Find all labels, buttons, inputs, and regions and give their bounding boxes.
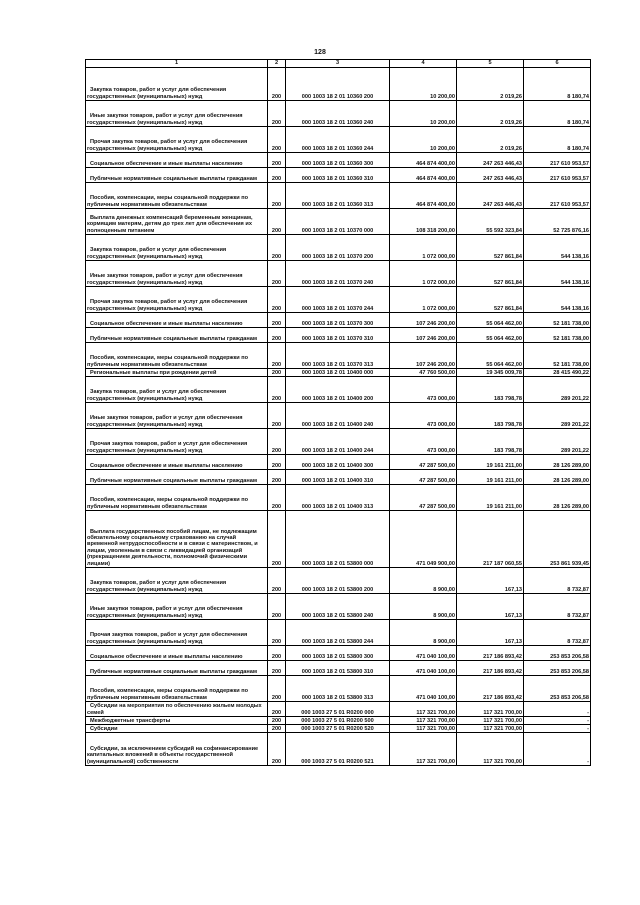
row-unexecuted-cell: -: [524, 702, 591, 717]
row-line-code-cell: 200: [268, 313, 286, 328]
row-line-code-cell: 200: [268, 702, 286, 717]
row-name-cell: Публичные нормативные социальные выплаты гражданам: [86, 168, 268, 183]
row-unexecuted-cell: 8 732,87: [524, 594, 591, 620]
table-row: [86, 183, 591, 209]
row-budget-code-cell: 000 1003 18 2 01 10400 244: [286, 429, 390, 455]
row-executed-cell: 117 321 700,00: [457, 702, 524, 717]
row-executed-cell: 55 064 462,00: [457, 328, 524, 343]
table-row: [86, 485, 591, 511]
row-executed-cell: 117 321 700,00: [457, 717, 524, 725]
row-name-cell: Выплата государственных пособий лицам, не подлежащим обязательному социальному страхованию на случай временной нетрудоспособности и в связи с материнством, и лицам, уволенным в связи с ликвидацией организаций (прекращением деятельности, полномочий физическими лицами): [86, 511, 268, 568]
row-name-cell: Пособия, компенсации, меры социальной поддержки по публичным нормативным обязательствам: [86, 183, 268, 209]
row-name-cell: Субсидии: [86, 725, 268, 733]
row-approved-cell: 47 287 500,00: [390, 455, 457, 470]
row-name-cell: Пособия, компенсации, меры социальной поддержки по публичным нормативным обязательствам: [86, 343, 268, 369]
row-line-code-cell: 200: [268, 594, 286, 620]
row-executed-cell: 247 263 446,43: [457, 183, 524, 209]
row-line-code-cell: 200: [268, 68, 286, 101]
row-line-code-cell: 200: [268, 661, 286, 676]
row-executed-cell: 167,13: [457, 568, 524, 594]
row-executed-cell: 527 861,84: [457, 287, 524, 313]
row-budget-code-cell: 000 1003 27 5 01 R0200 520: [286, 725, 390, 733]
row-executed-cell: 183 798,78: [457, 377, 524, 403]
row-line-code-cell: 200: [268, 377, 286, 403]
row-line-code-cell: 200: [268, 287, 286, 313]
row-executed-cell: 183 798,78: [457, 403, 524, 429]
row-name-cell: Иные закупки товаров, работ и услуг для обеспечения государственных (муниципальных) нужд: [86, 403, 268, 429]
row-name-cell: Межбюджетные трансферты: [86, 717, 268, 725]
table-row: [86, 594, 591, 620]
table-row: [86, 470, 591, 485]
row-executed-cell: 2 019,26: [457, 101, 524, 127]
row-approved-cell: 8 900,00: [390, 620, 457, 646]
row-approved-cell: 47 287 500,00: [390, 485, 457, 511]
table-row: [86, 511, 591, 568]
table-row: [86, 429, 591, 455]
row-budget-code-cell: 000 1003 18 2 01 10370 240: [286, 261, 390, 287]
row-budget-code-cell: 000 1003 18 2 01 53800 200: [286, 568, 390, 594]
row-name-cell: Публичные нормативные социальные выплаты гражданам: [86, 470, 268, 485]
row-approved-cell: 473 000,00: [390, 403, 457, 429]
row-unexecuted-cell: 8 732,87: [524, 620, 591, 646]
row-budget-code-cell: 000 1003 18 2 01 10400 200: [286, 377, 390, 403]
row-executed-cell: 2 019,26: [457, 127, 524, 153]
table-row: [86, 661, 591, 676]
row-unexecuted-cell: 8 180,74: [524, 127, 591, 153]
column-header: 6: [524, 60, 591, 68]
row-budget-code-cell: 000 1003 18 2 01 10400 300: [286, 455, 390, 470]
row-unexecuted-cell: 52 181 738,00: [524, 328, 591, 343]
table-row: [86, 209, 591, 235]
page-number: 128: [314, 49, 326, 56]
row-unexecuted-cell: 28 415 490,22: [524, 369, 591, 377]
row-budget-code-cell: 000 1003 18 2 01 10400 240: [286, 403, 390, 429]
row-budget-code-cell: 000 1003 18 2 01 10360 244: [286, 127, 390, 153]
row-name-cell: Закупка товаров, работ и услуг для обеспечения государственных (муниципальных) нужд: [86, 568, 268, 594]
row-unexecuted-cell: 217 610 953,57: [524, 168, 591, 183]
row-line-code-cell: 200: [268, 470, 286, 485]
row-name-cell: Прочая закупка товаров, работ и услуг для обеспечения государственных (муниципальных) нужд: [86, 429, 268, 455]
row-approved-cell: 117 321 700,00: [390, 702, 457, 717]
row-budget-code-cell: 000 1003 18 2 01 53800 240: [286, 594, 390, 620]
row-budget-code-cell: 000 1003 18 2 01 10400 310: [286, 470, 390, 485]
table-row: [86, 377, 591, 403]
row-unexecuted-cell: 253 861 939,45: [524, 511, 591, 568]
row-line-code-cell: 200: [268, 717, 286, 725]
table-row: [86, 168, 591, 183]
row-budget-code-cell: 000 1003 18 2 01 10370 313: [286, 343, 390, 369]
table-row: [86, 328, 591, 343]
row-line-code-cell: 200: [268, 733, 286, 766]
row-executed-cell: 55 592 323,84: [457, 209, 524, 235]
row-unexecuted-cell: 8 180,74: [524, 68, 591, 101]
row-line-code-cell: 200: [268, 646, 286, 661]
budget-table: [85, 59, 591, 766]
row-budget-code-cell: 000 1003 18 2 01 10360 200: [286, 68, 390, 101]
row-line-code-cell: 200: [268, 485, 286, 511]
row-executed-cell: 19 161 211,00: [457, 470, 524, 485]
row-approved-cell: 1 072 000,00: [390, 261, 457, 287]
row-executed-cell: 2 019,26: [457, 68, 524, 101]
row-executed-cell: 55 064 462,00: [457, 313, 524, 328]
row-name-cell: Прочая закупка товаров, работ и услуг для обеспечения государственных (муниципальных) нужд: [86, 620, 268, 646]
header-row: [86, 60, 591, 68]
row-unexecuted-cell: 28 126 289,00: [524, 455, 591, 470]
row-unexecuted-cell: 28 126 289,00: [524, 485, 591, 511]
row-name-cell: Иные закупки товаров, работ и услуг для обеспечения государственных (муниципальных) нужд: [86, 101, 268, 127]
table-row: [86, 369, 591, 377]
row-unexecuted-cell: 52 181 738,00: [524, 343, 591, 369]
row-executed-cell: 117 321 700,00: [457, 733, 524, 766]
row-line-code-cell: 200: [268, 725, 286, 733]
row-approved-cell: 464 874 400,00: [390, 183, 457, 209]
row-executed-cell: 247 263 446,43: [457, 153, 524, 168]
row-approved-cell: 47 760 500,00: [390, 369, 457, 377]
row-approved-cell: 108 318 200,00: [390, 209, 457, 235]
table-row: [86, 261, 591, 287]
row-approved-cell: 107 246 200,00: [390, 313, 457, 328]
row-executed-cell: 19 161 211,00: [457, 485, 524, 511]
row-name-cell: Иные закупки товаров, работ и услуг для обеспечения государственных (муниципальных) нужд: [86, 594, 268, 620]
row-name-cell: Пособия, компенсации, меры социальной поддержки по публичным нормативным обязательствам: [86, 676, 268, 702]
row-name-cell: Выплата денежных компенсаций беременным женщинам, кормящим матерям, детям до трех лет для обеспечения их полноценным питанием: [86, 209, 268, 235]
row-budget-code-cell: 000 1003 18 2 01 10370 244: [286, 287, 390, 313]
row-unexecuted-cell: 289 201,22: [524, 429, 591, 455]
row-line-code-cell: 200: [268, 676, 286, 702]
row-approved-cell: 10 200,00: [390, 68, 457, 101]
row-unexecuted-cell: 253 853 206,58: [524, 646, 591, 661]
table-row: [86, 717, 591, 725]
table-row: [86, 646, 591, 661]
row-name-cell: Региональные выплаты при рождении детей: [86, 369, 268, 377]
row-unexecuted-cell: 8 180,74: [524, 101, 591, 127]
row-approved-cell: 471 049 900,00: [390, 511, 457, 568]
row-name-cell: Закупка товаров, работ и услуг для обеспечения государственных (муниципальных) нужд: [86, 377, 268, 403]
row-approved-cell: 107 246 200,00: [390, 328, 457, 343]
row-approved-cell: 107 246 200,00: [390, 343, 457, 369]
row-approved-cell: 8 900,00: [390, 594, 457, 620]
row-name-cell: Публичные нормативные социальные выплаты гражданам: [86, 328, 268, 343]
row-unexecuted-cell: 544 138,16: [524, 261, 591, 287]
row-line-code-cell: 200: [268, 455, 286, 470]
row-line-code-cell: 200: [268, 620, 286, 646]
row-line-code-cell: 200: [268, 209, 286, 235]
row-approved-cell: 10 200,00: [390, 127, 457, 153]
row-line-code-cell: 200: [268, 101, 286, 127]
row-approved-cell: 8 900,00: [390, 568, 457, 594]
row-approved-cell: 1 072 000,00: [390, 287, 457, 313]
row-budget-code-cell: 000 1003 18 2 01 10370 300: [286, 313, 390, 328]
table-row: [86, 733, 591, 766]
row-approved-cell: 117 321 700,00: [390, 733, 457, 766]
row-executed-cell: 217 186 893,42: [457, 646, 524, 661]
table-row: [86, 568, 591, 594]
row-unexecuted-cell: 544 138,16: [524, 235, 591, 261]
table-row: [86, 313, 591, 328]
row-unexecuted-cell: 8 732,87: [524, 568, 591, 594]
row-line-code-cell: 200: [268, 235, 286, 261]
table-row: [86, 153, 591, 168]
column-header: 1: [86, 60, 268, 68]
column-header: 2: [268, 60, 286, 68]
row-name-cell: Закупка товаров, работ и услуг для обеспечения государственных (муниципальных) нужд: [86, 235, 268, 261]
row-executed-cell: 247 263 446,43: [457, 168, 524, 183]
row-approved-cell: 471 040 100,00: [390, 676, 457, 702]
row-budget-code-cell: 000 1003 18 2 01 10360 300: [286, 153, 390, 168]
row-approved-cell: 117 321 700,00: [390, 717, 457, 725]
row-executed-cell: 527 861,84: [457, 261, 524, 287]
row-line-code-cell: 200: [268, 343, 286, 369]
row-name-cell: Социальное обеспечение и иные выплаты населению: [86, 455, 268, 470]
row-executed-cell: 217 187 060,55: [457, 511, 524, 568]
row-line-code-cell: 200: [268, 403, 286, 429]
row-budget-code-cell: 000 1003 18 2 01 10360 313: [286, 183, 390, 209]
row-budget-code-cell: 000 1003 18 2 01 10370 000: [286, 209, 390, 235]
row-line-code-cell: 200: [268, 568, 286, 594]
row-budget-code-cell: 000 1003 27 5 01 R0200 521: [286, 733, 390, 766]
row-approved-cell: 471 040 100,00: [390, 646, 457, 661]
row-name-cell: Субсидии, за исключением субсидий на софинансирование капитальных вложений в объекты государственной (муниципальной) собственности: [86, 733, 268, 766]
table-row: [86, 702, 591, 717]
row-approved-cell: 464 874 400,00: [390, 153, 457, 168]
row-name-cell: Публичные нормативные социальные выплаты гражданам: [86, 661, 268, 676]
row-line-code-cell: 200: [268, 511, 286, 568]
row-name-cell: Пособия, компенсации, меры социальной поддержки по публичным нормативным обязательствам: [86, 485, 268, 511]
row-unexecuted-cell: 28 126 289,00: [524, 470, 591, 485]
row-executed-cell: 167,13: [457, 594, 524, 620]
row-line-code-cell: 200: [268, 429, 286, 455]
column-header: 5: [457, 60, 524, 68]
table-row: [86, 343, 591, 369]
row-approved-cell: 464 874 400,00: [390, 168, 457, 183]
row-executed-cell: 19 345 009,78: [457, 369, 524, 377]
row-approved-cell: 1 072 000,00: [390, 235, 457, 261]
table-row: [86, 403, 591, 429]
row-unexecuted-cell: -: [524, 725, 591, 733]
row-budget-code-cell: 000 1003 18 2 01 10360 240: [286, 101, 390, 127]
table-row: [86, 101, 591, 127]
row-name-cell: Прочая закупка товаров, работ и услуг для обеспечения государственных (муниципальных) нужд: [86, 287, 268, 313]
row-budget-code-cell: 000 1003 18 2 01 10400 000: [286, 369, 390, 377]
row-unexecuted-cell: 217 610 953,57: [524, 183, 591, 209]
row-unexecuted-cell: 289 201,22: [524, 377, 591, 403]
row-name-cell: Социальное обеспечение и иные выплаты населению: [86, 646, 268, 661]
row-budget-code-cell: 000 1003 27 5 01 R0200 000: [286, 702, 390, 717]
row-executed-cell: 55 064 462,00: [457, 343, 524, 369]
row-unexecuted-cell: 217 610 953,57: [524, 153, 591, 168]
row-budget-code-cell: 000 1003 18 2 01 10400 313: [286, 485, 390, 511]
row-line-code-cell: 200: [268, 328, 286, 343]
row-name-cell: Социальное обеспечение и иные выплаты населению: [86, 153, 268, 168]
row-executed-cell: 217 186 893,42: [457, 661, 524, 676]
row-approved-cell: 471 040 100,00: [390, 661, 457, 676]
row-unexecuted-cell: 253 853 206,58: [524, 661, 591, 676]
table-row: [86, 455, 591, 470]
row-line-code-cell: 200: [268, 369, 286, 377]
row-name-cell: Субсидии на мероприятия по обеспечению жильем молодых семей: [86, 702, 268, 717]
row-budget-code-cell: 000 1003 18 2 01 53800 310: [286, 661, 390, 676]
row-unexecuted-cell: 253 853 206,58: [524, 676, 591, 702]
table-row: [86, 235, 591, 261]
row-executed-cell: 527 861,84: [457, 235, 524, 261]
row-executed-cell: 183 798,78: [457, 429, 524, 455]
row-unexecuted-cell: -: [524, 717, 591, 725]
row-name-cell: Социальное обеспечение и иные выплаты населению: [86, 313, 268, 328]
row-line-code-cell: 200: [268, 261, 286, 287]
row-executed-cell: 167,13: [457, 620, 524, 646]
table-row: [86, 127, 591, 153]
table-row: [86, 287, 591, 313]
row-approved-cell: 47 287 500,00: [390, 470, 457, 485]
row-executed-cell: 19 161 211,00: [457, 455, 524, 470]
table-row: [86, 725, 591, 733]
row-line-code-cell: 200: [268, 153, 286, 168]
row-budget-code-cell: 000 1003 18 2 01 53800 313: [286, 676, 390, 702]
row-name-cell: Прочая закупка товаров, работ и услуг для обеспечения государственных (муниципальных) нужд: [86, 127, 268, 153]
row-unexecuted-cell: 544 138,16: [524, 287, 591, 313]
row-approved-cell: 473 000,00: [390, 429, 457, 455]
row-budget-code-cell: 000 1003 18 2 01 53800 300: [286, 646, 390, 661]
row-approved-cell: 473 000,00: [390, 377, 457, 403]
row-executed-cell: 217 186 893,42: [457, 676, 524, 702]
row-executed-cell: 117 321 700,00: [457, 725, 524, 733]
table-row: [86, 620, 591, 646]
row-budget-code-cell: 000 1003 18 2 01 53800 000: [286, 511, 390, 568]
row-approved-cell: 117 321 700,00: [390, 725, 457, 733]
row-unexecuted-cell: -: [524, 733, 591, 766]
row-line-code-cell: 200: [268, 183, 286, 209]
row-budget-code-cell: 000 1003 18 2 01 53800 244: [286, 620, 390, 646]
row-budget-code-cell: 000 1003 18 2 01 10360 310: [286, 168, 390, 183]
row-line-code-cell: 200: [268, 127, 286, 153]
row-budget-code-cell: 000 1003 18 2 01 10370 200: [286, 235, 390, 261]
row-unexecuted-cell: 289 201,22: [524, 403, 591, 429]
row-name-cell: Иные закупки товаров, работ и услуг для обеспечения государственных (муниципальных) нужд: [86, 261, 268, 287]
row-unexecuted-cell: 52 181 738,00: [524, 313, 591, 328]
column-header: 3: [286, 60, 390, 68]
table-row: [86, 676, 591, 702]
row-unexecuted-cell: 52 725 876,16: [524, 209, 591, 235]
row-budget-code-cell: 000 1003 27 5 01 R0200 500: [286, 717, 390, 725]
row-budget-code-cell: 000 1003 18 2 01 10370 310: [286, 328, 390, 343]
column-header: 4: [390, 60, 457, 68]
row-name-cell: Закупка товаров, работ и услуг для обеспечения государственных (муниципальных) нужд: [86, 68, 268, 101]
row-approved-cell: 10 200,00: [390, 101, 457, 127]
table-row: [86, 68, 591, 101]
row-line-code-cell: 200: [268, 168, 286, 183]
